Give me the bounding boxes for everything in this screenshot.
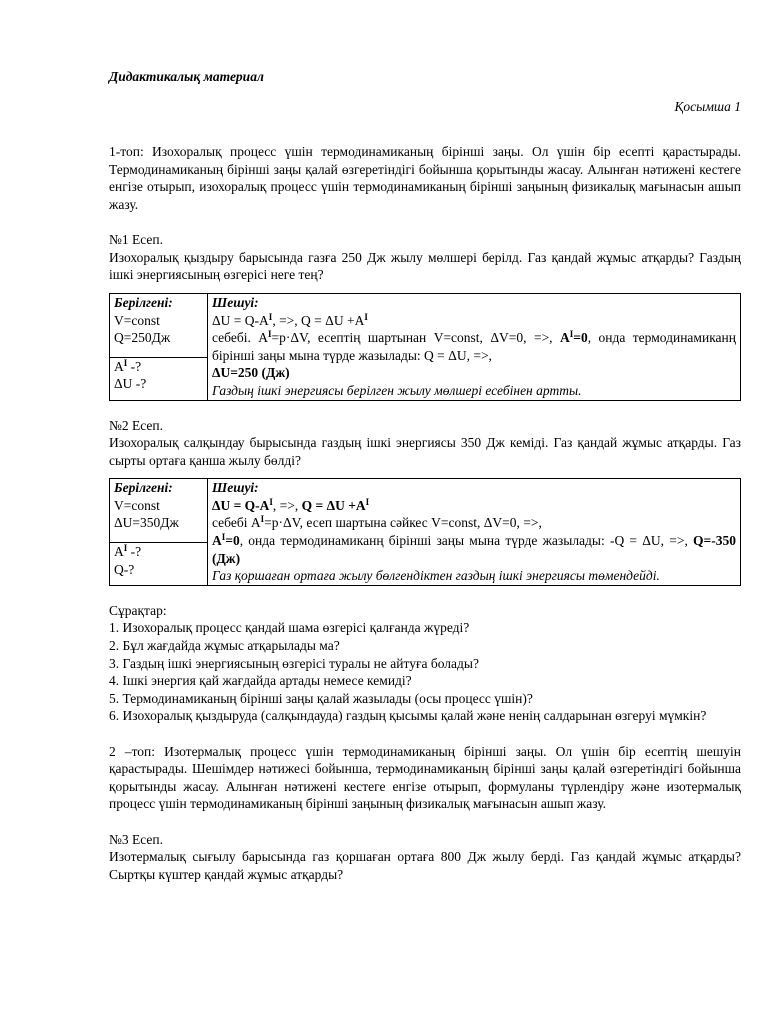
question-item: 1. Изохоралық процесс қандай шама өзгерісі қалғанда жүреді? [109, 620, 470, 636]
group1-intro: 1-топ: Изохоралық процесс үшін термодинамиканың бірінші заңы. Ол үшін бір есепті қарастырады. Термодинамиканың бірінші заңы қалай өзгеретіндігі бойынша қорытынды жасау. Алынған нәтижені кестеге енгізе отырып, изохоралық процесс үшін термодинамиканың бірінші заңының физикалық мағынасын ашып жазу. [109, 144, 741, 212]
problem1-find-a: $A^I$ -? [114, 357, 142, 374]
problem1-text: Изохоралық қыздыру барысында газға 250 Дж жылу мөлшері берілд. Газ қандай жұмыс атқарды? Газдың ішкі энергиясының өзгерісі неге тең? [109, 249, 741, 283]
problem2-solution-result: Q=-350 (Дж) [212, 533, 736, 566]
problem2-given-1: V=const [114, 497, 160, 513]
problem1-solution-conclusion: Газдың ішкі энергиясы берілген жылу мөлшері есебінен артты. [212, 382, 582, 398]
question-item: 2. Бұл жағдайда жұмыс атқарылады ма? [109, 638, 340, 654]
problem2-find-a: $A^I$ -? [114, 542, 142, 559]
problem1-solution-header: Шешуі: [212, 294, 259, 310]
question-item: 5. Термодинамиканың бірінші заңы қалай жазылады (осы процесс үшін)? [109, 690, 533, 706]
problem2-find-q: Q-? [114, 561, 135, 577]
problem2-solution-header: Шешуі: [212, 480, 259, 496]
problem1-find-cell [110, 357, 208, 400]
appendix-label: Қосымша 1 [674, 98, 741, 114]
problem3-text: Изотермалық сығылу барысында газ қоршаған ортаға 800 Дж жылу берді. Газ қандай жұмыс атқарды? Сыртқы күштер қандай жұмыс атқарды? [109, 849, 741, 882]
problem2-solution-line3: $A^I=0$, онда термодинамиканң бірінші заңы мына түрде жазылады: -Q = ΔU, =>, Q=-350 (Дж) [212, 532, 736, 566]
problem1-given-header: Берілгені: [114, 294, 173, 310]
problem1-solution-line2: себебі. $A^I=p\cdot\Delta V$, есептің шартынан V=const, ΔV=0, =>, $A^I=0$, онда термодинамиканң бірінші заңы мына түрде жазылады: Q = ΔU, =>, [212, 329, 736, 363]
problem1-given-1: V=const [114, 312, 160, 328]
question-item: 6. Изохоралық қыздыруда (салқындауда) газдың қысымы қалай және ненің салдарынан өзгеруі мүмкін? [109, 708, 707, 724]
problem2-find-cell [110, 542, 208, 585]
problem1-solution-cell [208, 293, 741, 400]
problem2-solution-conclusion: Газ қоршаған ортаға жылу бөлгендіктен газдың ішкі энергиясы төмендейді. [212, 568, 660, 584]
problem2-given-cell [110, 479, 208, 543]
question-item: 4. Ішкі энергия қай жағдайда артады немесе кемиді? [109, 673, 412, 689]
problem1-table [109, 293, 741, 401]
problem1-solution-line1: $\Delta U = Q-A^I$, =>, $Q = \Delta U +A^I$ [212, 311, 368, 328]
problem2-number: №2 Есеп. [109, 417, 163, 433]
problem1-given-cell [110, 293, 208, 357]
group2-intro: 2 –топ: Изотермалық процесс үшін термодинамиканың бірінші заңы. Ол үшін бір есептің шешуін қарастырады. Шешімдер нәтижесі бойынша, термодинамиканың бірінші заңы қалай өзгеретіндігі бойынша қорытынды жасау. Алынған нәтижені кестеге енгізе отырып, формуланы түрлендіру және изотермалық процесс үшін термодинамиканың бірінші заңының физикалық мағынасын ашып жазу. [109, 743, 741, 812]
problem2-solution-line1: $\Delta U = Q-A^I$, =>, $Q = \Delta U +A^I$ [212, 496, 370, 513]
problem2-solution-cell [208, 479, 741, 586]
problem2-table [109, 478, 741, 586]
problem2-solution-line2: себебі $A^I=p\cdot\Delta V$, есеп шартына сәйкес V=const, ΔV=0, =>, [212, 514, 542, 531]
problem1-solution-result: ΔU=250 (Дж) [212, 365, 290, 381]
page-title: Дидактикалық материал [109, 69, 264, 84]
problem2-given-2: ΔU=350Дж [114, 515, 179, 531]
questions-header: Сұрақтар: [109, 602, 167, 618]
question-item: 3. Газдың ішкі энергиясының өзгерісі туралы не айтуға болады? [109, 655, 479, 671]
problem1-given-2: Q=250Дж [114, 330, 171, 346]
problem3-number: №3 Есеп. [109, 831, 163, 847]
document-body [109, 68, 741, 883]
problem2-given-header: Берілгені: [114, 480, 173, 496]
problem2-text: Изохоралық салқындау бырысында газдың ішкі энергиясы 350 Дж кеміді. Газ қандай жұмыс атқарды. Газ сырты ортаға қанша жылу бөлді? [109, 435, 741, 468]
problem1-find-u: ΔU -? [114, 376, 147, 392]
problem1-number: №1 Есеп. [109, 232, 163, 248]
